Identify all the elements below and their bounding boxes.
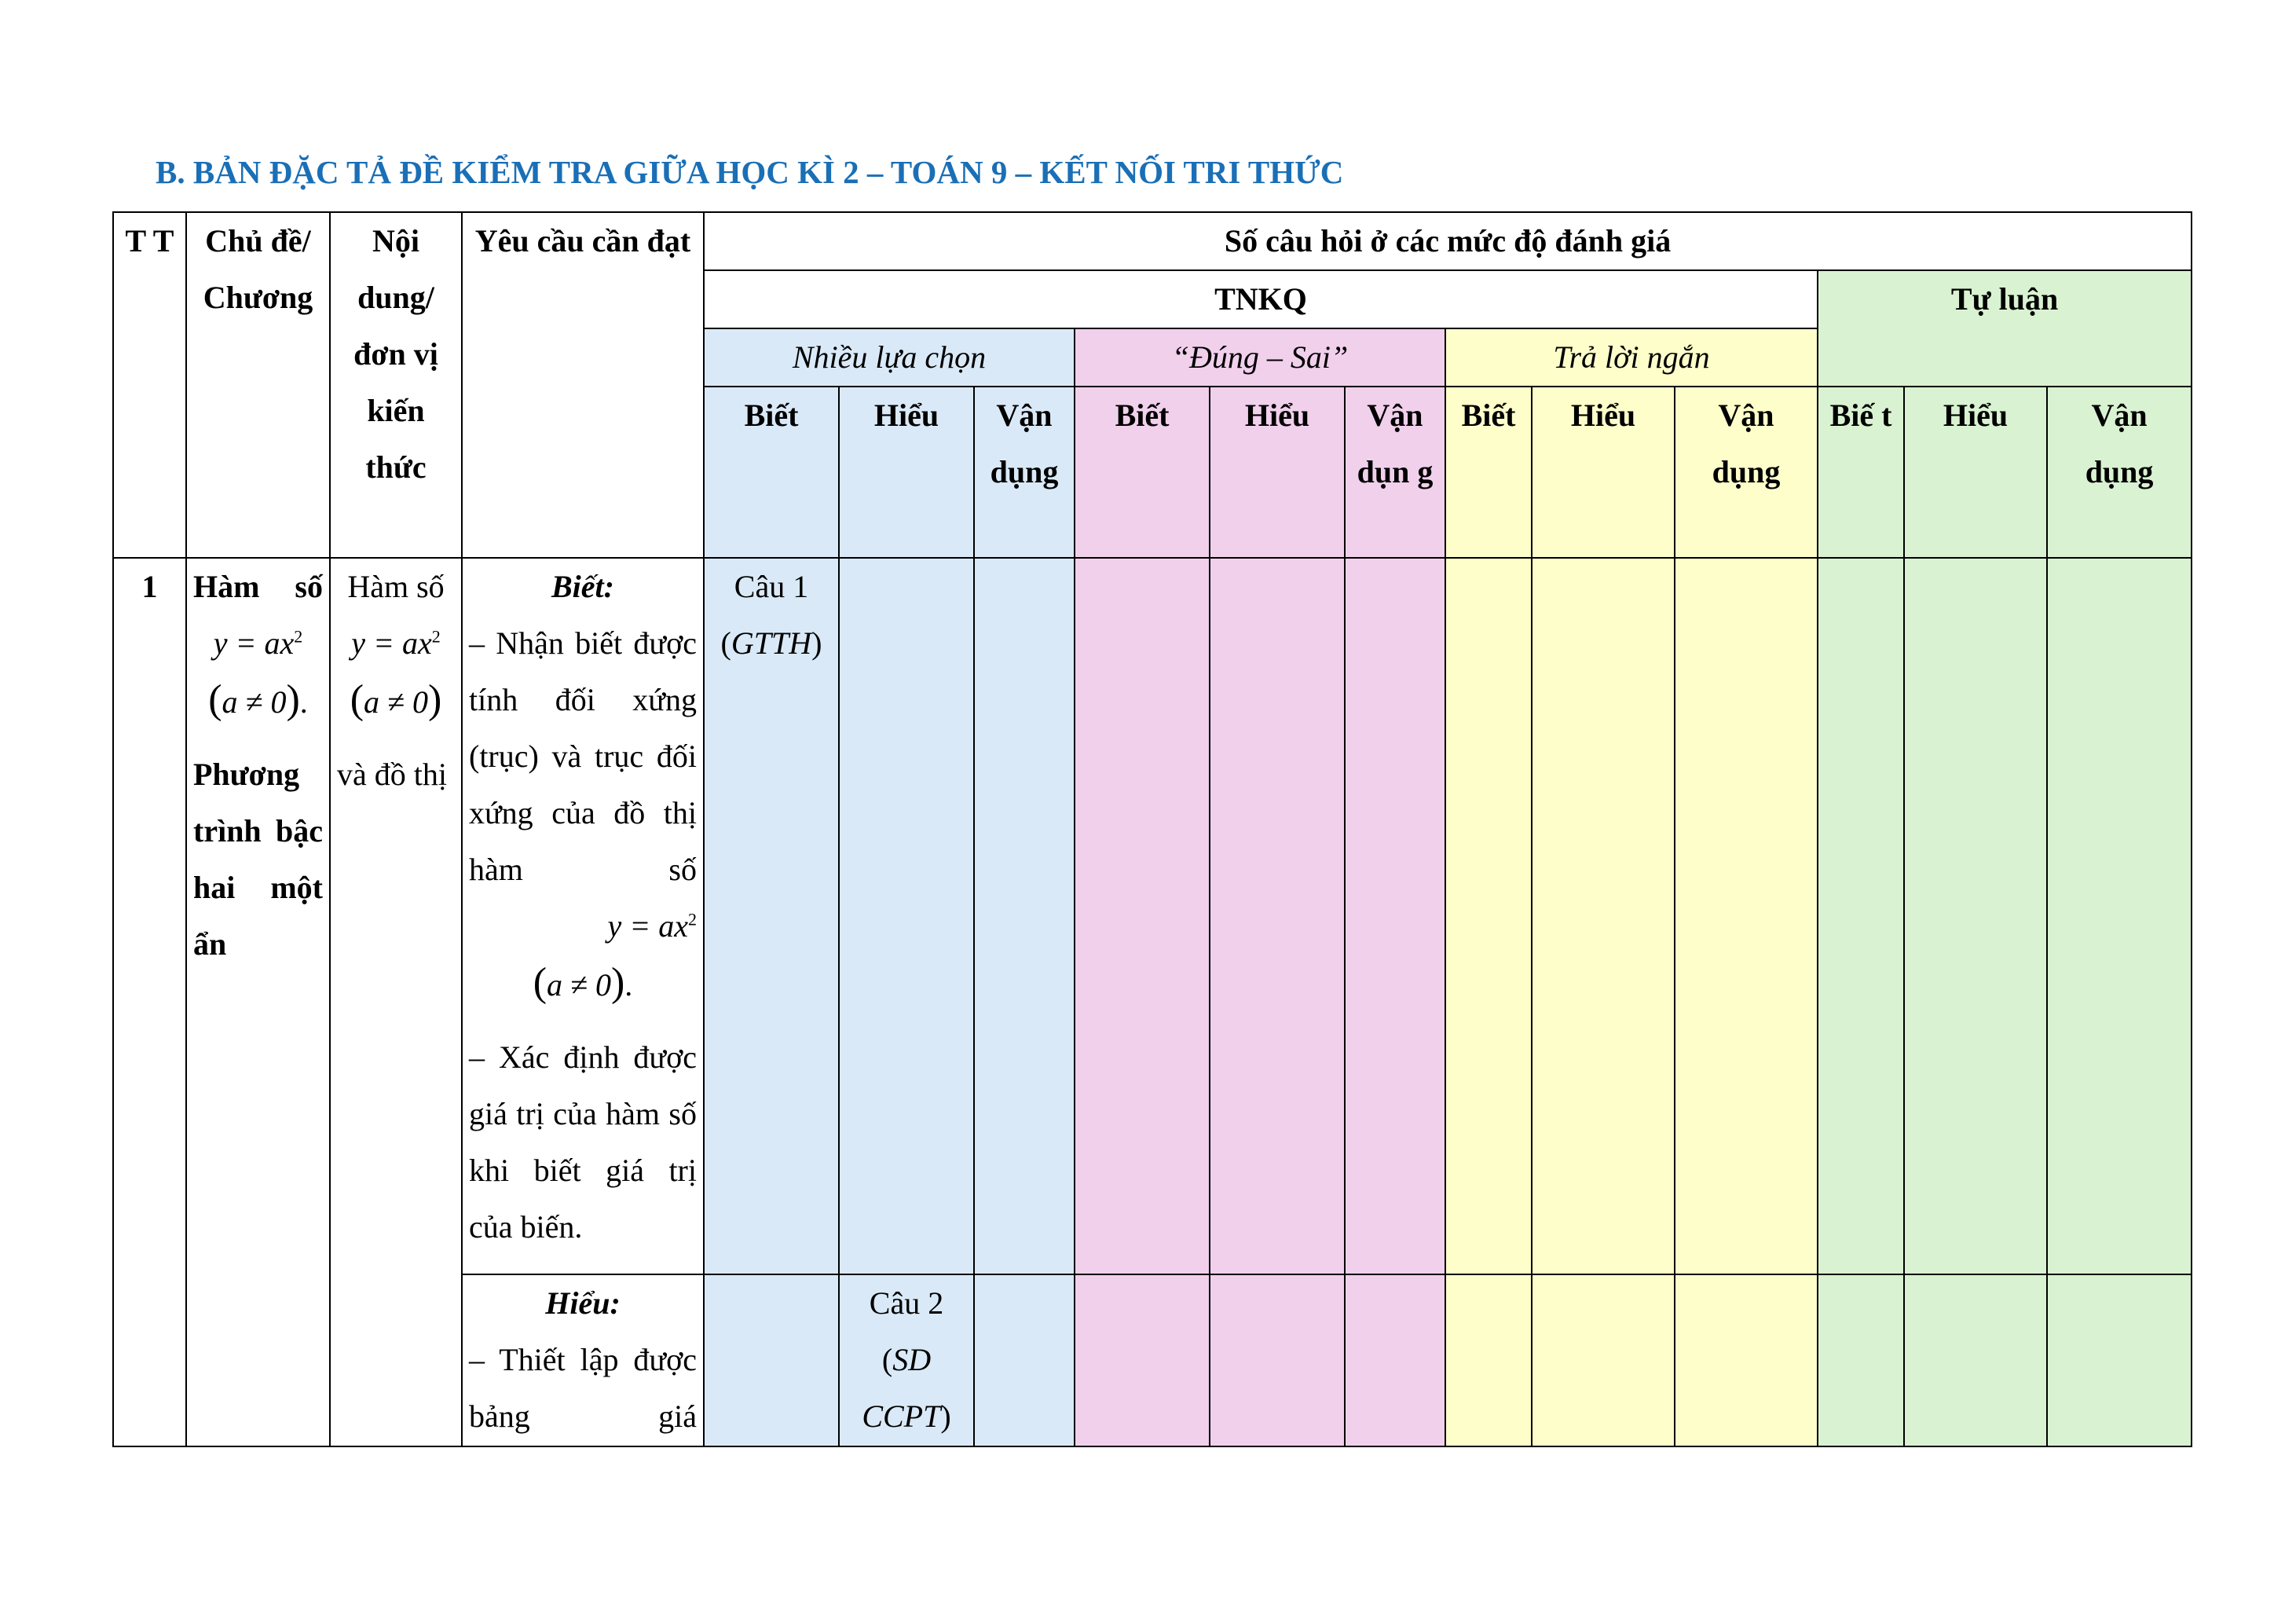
chu-de-formula: $y = ax^2$ <box>213 625 303 661</box>
row2-ds-vandung-cell <box>1345 1274 1445 1446</box>
row2-tln-vandung-cell <box>1675 1274 1818 1446</box>
page-title: B. BẢN ĐẶC TẢ ĐỀ KIỂM TRA GIỮA HỌC KÌ 2 – TOÁN 9 – KẾT NỐI TRI THỨC <box>156 154 1344 190</box>
row2-mc-hieu-cell <box>839 1274 974 1446</box>
row2-mc-biet-cell <box>704 1274 839 1446</box>
chu-de-line2: Phương trình bậc hai một ẩn <box>193 757 323 962</box>
hieu-item1: – Thiết lập được bảng giá <box>469 1342 697 1434</box>
level-tln-biet: Biết <box>1445 387 1532 558</box>
cau1-label: Câu 1 <box>734 569 809 604</box>
header-tt: T T <box>113 212 186 558</box>
row2-mc-vandung-cell <box>974 1274 1075 1446</box>
row1-tln-biet-cell <box>1445 558 1532 1274</box>
row1-yeu-cau-hieu <box>462 1274 704 1446</box>
row2-tln-biet-cell <box>1445 1274 1532 1446</box>
noi-dung-line1: Hàm số <box>347 569 445 604</box>
row2-ds-hieu-cell <box>1210 1274 1345 1446</box>
header-tnkq: TNKQ <box>704 270 1818 328</box>
header-noi-dung: Nội dung/ đơn vị kiến thức <box>330 212 462 558</box>
row1-yeu-cau-biet <box>462 558 704 1274</box>
header-chu-de: Chủ đề/ Chương <box>186 212 330 558</box>
level-tl-hieu: Hiểu <box>1904 387 2047 558</box>
header-yeu-cau: Yêu cầu cần đạt <box>462 212 704 558</box>
row1-mc-biet-cell <box>704 558 839 1274</box>
level-ds-van-dung: Vận dụn g <box>1345 387 1445 558</box>
row2-tl-hieu-cell <box>1904 1274 2047 1446</box>
row1-tt: 1 <box>113 558 186 1446</box>
biet-item2: – Xác định được giá trị của hàm số khi biết giá trị của biến. <box>469 1039 697 1245</box>
row1-ds-biet-cell <box>1075 558 1210 1274</box>
header-tu-luan: Tự luận <box>1818 270 2192 387</box>
row2-tl-biet-cell <box>1818 1274 1904 1446</box>
noi-dung-formula: $y = ax^2$ <box>351 625 441 661</box>
noi-dung-condition: (a ≠ 0) <box>350 677 442 722</box>
level-mc-van-dung: Vận dụng <box>974 387 1075 558</box>
level-tln-hieu: Hiểu <box>1532 387 1675 558</box>
row1-tln-vandung-cell <box>1675 558 1818 1274</box>
row1-tln-hieu-cell <box>1532 558 1675 1274</box>
level-ds-biet: Biết <box>1075 387 1210 558</box>
row1-ds-hieu-cell <box>1210 558 1345 1274</box>
cau1-note: (GTTH) <box>720 625 822 661</box>
row2-tl-vandung-cell <box>2047 1274 2192 1446</box>
row1-tl-vandung-cell <box>2047 558 2192 1274</box>
chu-de-condition: (a ≠ 0). <box>208 677 308 722</box>
level-mc-biet: Biết <box>704 387 839 558</box>
biet-condition: (a ≠ 0). <box>533 960 633 1005</box>
biet-item1: – Nhận biết được tính đối xứng (trục) và trục đối xứng của đồ thị hàm số <box>469 625 697 887</box>
cau2-note: (SD CCPT) <box>862 1342 951 1434</box>
biet-label: Biết: <box>551 569 614 604</box>
cau2-label: Câu 2 <box>869 1285 944 1321</box>
hieu-label: Hiểu: <box>545 1285 621 1321</box>
biet-formula: $y = ax^2$ <box>607 908 697 944</box>
chu-de-line1: Hàm số <box>193 569 323 604</box>
row1-tl-biet-cell <box>1818 558 1904 1274</box>
noi-dung-line2: và đồ thị <box>337 757 447 792</box>
row1-ds-vandung-cell <box>1345 558 1445 1274</box>
row1-mc-vandung-cell <box>974 558 1075 1274</box>
level-ds-hieu: Hiểu <box>1210 387 1345 558</box>
header-so-cau-hoi: Số câu hỏi ở các mức độ đánh giá <box>704 212 2192 270</box>
header-tra-loi-ngan: Trả lời ngắn <box>1445 328 1818 387</box>
level-mc-hieu: Hiểu <box>839 387 974 558</box>
level-tl-biet: Biế t <box>1818 387 1904 558</box>
header-nhieu-lua-chon: Nhiều lựa chọn <box>704 328 1075 387</box>
specification-table <box>112 211 2192 1447</box>
header-dung-sai: “Đúng – Sai” <box>1075 328 1445 387</box>
row2-ds-biet-cell <box>1075 1274 1210 1446</box>
level-tln-van-dung: Vận dụng <box>1675 387 1818 558</box>
row1-tl-hieu-cell <box>1904 558 2047 1274</box>
row2-tln-hieu-cell <box>1532 1274 1675 1446</box>
level-tl-van-dung: Vận dụng <box>2047 387 2192 558</box>
row1-chu-de <box>186 558 330 1446</box>
row1-mc-hieu-cell <box>839 558 974 1274</box>
row1-noi-dung <box>330 558 462 1446</box>
